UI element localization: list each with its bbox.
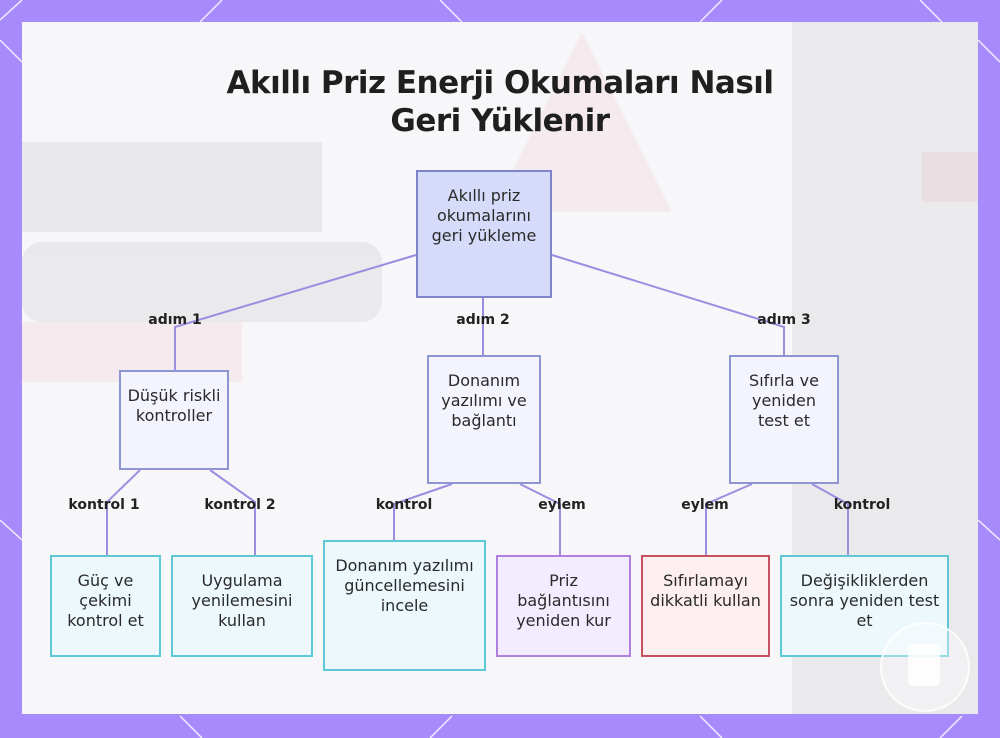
plug-shape (908, 644, 940, 686)
edge-label-action-repair: eylem (538, 497, 586, 513)
edge-label-step-1: adım 1 (148, 312, 202, 328)
node-firmware-connection: Donanım yazılımı ve bağlantı (427, 355, 541, 484)
edge-label-check-firmware: kontrol (375, 497, 433, 513)
node-retest: Değişikliklerden sonra yeniden test et (780, 555, 949, 657)
edge-label-check-2: kontrol 2 (204, 497, 276, 513)
diagram-card (22, 22, 978, 714)
title-line-2: Geri Yüklenir (390, 103, 610, 139)
node-low-risk-checks: Düşük riskli kontroller (119, 370, 229, 470)
node-reset-retest: Sıfırla ve yeniden test et (729, 355, 839, 484)
node-reset-careful: Sıfırlamayı dikkatli kullan (641, 555, 770, 657)
node-root: Akıllı priz okumalarını geri yükleme (416, 170, 552, 298)
edge-label-action-reset: eylem (681, 497, 729, 513)
node-repair-connection: Priz bağlantısını yeniden kur (496, 555, 631, 657)
edge-label-check-retest: kontrol (833, 497, 891, 513)
node-firmware-update: Donanım yazılımı güncellemesini incele (323, 540, 486, 671)
edge-label-check-1: kontrol 1 (68, 497, 140, 513)
edge-label-step-3: adım 3 (757, 312, 811, 328)
title-line-1: Akıllı Priz Enerji Okumaları Nasıl (226, 65, 774, 101)
plug-badge-icon (880, 622, 970, 712)
node-app-refresh: Uygulama yenilemesini kullan (171, 555, 313, 657)
node-check-power: Güç ve çekimi kontrol et (50, 555, 161, 657)
edge-label-step-2: adım 2 (456, 312, 510, 328)
